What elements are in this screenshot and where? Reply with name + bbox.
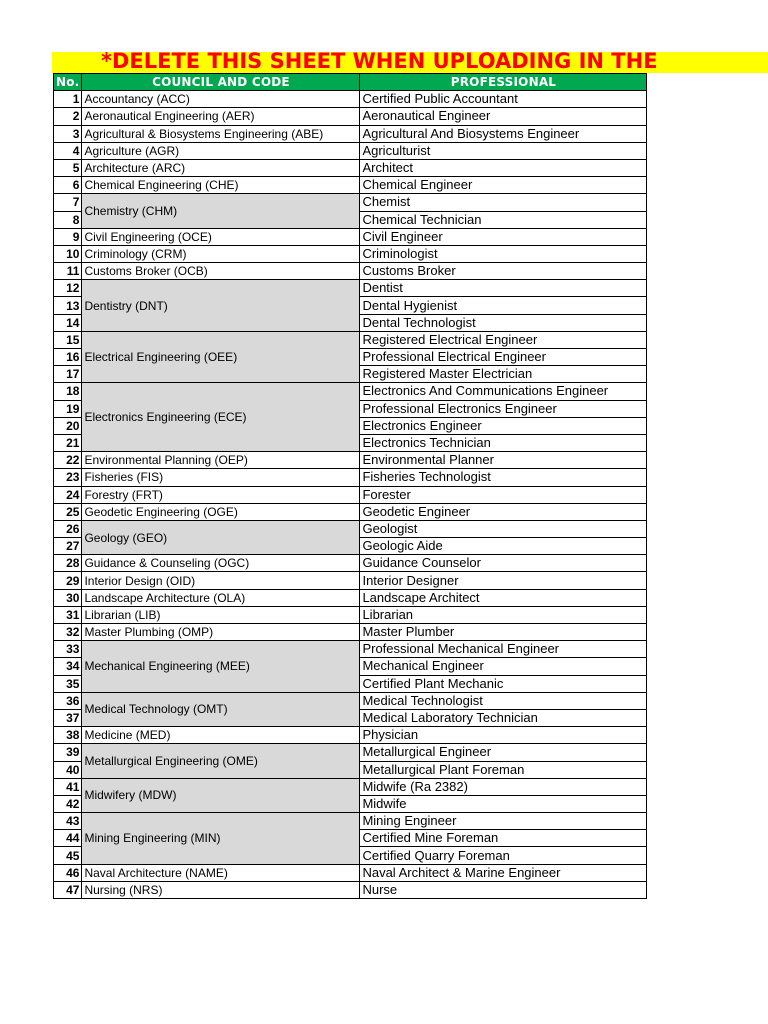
table-row: [54, 142, 647, 159]
row-number-cell[interactable]: 22: [54, 452, 82, 469]
row-number-cell[interactable]: 10: [54, 245, 82, 262]
council-code-cell[interactable]: Guidance & Counseling (OGC): [82, 555, 360, 572]
row-number-cell[interactable]: 45: [54, 847, 82, 864]
table-row: [54, 881, 647, 898]
council-code-cell[interactable]: Interior Design (OID): [82, 572, 360, 589]
row-number-cell[interactable]: 37: [54, 709, 82, 726]
professional-cell[interactable]: Naval Architect & Marine Engineer: [360, 864, 647, 881]
row-number-cell[interactable]: 5: [54, 159, 82, 176]
professional-cell[interactable]: Certified Plant Mechanic: [360, 675, 647, 692]
table-row: [54, 744, 647, 761]
header-row: [54, 74, 647, 91]
table-body: [54, 91, 647, 899]
row-number-cell[interactable]: 24: [54, 486, 82, 503]
professional-cell[interactable]: Geologist: [360, 520, 647, 537]
row-number-cell[interactable]: 27: [54, 538, 82, 555]
row-number-cell[interactable]: 29: [54, 572, 82, 589]
council-code-cell[interactable]: Dentistry (DNT): [82, 280, 360, 332]
row-number-cell[interactable]: 31: [54, 606, 82, 623]
row-number-cell[interactable]: 6: [54, 177, 82, 194]
row-number-cell[interactable]: 17: [54, 366, 82, 383]
column-header-professional[interactable]: PROFESSIONAL: [360, 74, 647, 91]
professional-cell[interactable]: Criminologist: [360, 245, 647, 262]
council-code-cell[interactable]: Medicine (MED): [82, 727, 360, 744]
professional-cell[interactable]: Mining Engineer: [360, 813, 647, 830]
council-code-cell[interactable]: Mining Engineering (MIN): [82, 813, 360, 865]
professional-cell[interactable]: Geodetic Engineer: [360, 503, 647, 520]
row-number-cell[interactable]: 43: [54, 813, 82, 830]
table-row: [54, 727, 647, 744]
table-row: [54, 194, 647, 211]
professional-cell[interactable]: Chemist: [360, 194, 647, 211]
row-number-cell[interactable]: 34: [54, 658, 82, 675]
council-code-cell[interactable]: Accountancy (ACC): [82, 91, 360, 108]
council-code-cell[interactable]: Forestry (FRT): [82, 486, 360, 503]
professional-cell[interactable]: Registered Electrical Engineer: [360, 331, 647, 348]
row-number-cell[interactable]: 36: [54, 692, 82, 709]
professional-cell[interactable]: Midwife (Ra 2382): [360, 778, 647, 795]
professional-cell[interactable]: Landscape Architect: [360, 589, 647, 606]
council-code-cell[interactable]: Midwifery (MDW): [82, 778, 360, 812]
council-code-cell[interactable]: Electronics Engineering (ECE): [82, 383, 360, 452]
table-row: [54, 177, 647, 194]
row-number-cell[interactable]: 12: [54, 280, 82, 297]
table-row: [54, 228, 647, 245]
row-number-cell[interactable]: 15: [54, 331, 82, 348]
row-number-cell[interactable]: 16: [54, 349, 82, 366]
professional-cell[interactable]: Electronics And Communications Engineer: [360, 383, 647, 400]
row-number-cell[interactable]: 11: [54, 263, 82, 280]
council-code-cell[interactable]: Librarian (LIB): [82, 606, 360, 623]
row-number-cell[interactable]: 13: [54, 297, 82, 314]
table-row: [54, 263, 647, 280]
professional-cell[interactable]: Aeronautical Engineer: [360, 108, 647, 125]
row-number-cell[interactable]: 40: [54, 761, 82, 778]
professional-cell[interactable]: Nurse: [360, 881, 647, 898]
council-code-cell[interactable]: Naval Architecture (NAME): [82, 864, 360, 881]
row-number-cell[interactable]: 44: [54, 830, 82, 847]
warning-banner: [52, 52, 768, 73]
table-row: [54, 864, 647, 881]
professional-cell[interactable]: Medical Technologist: [360, 692, 647, 709]
row-number-cell[interactable]: 3: [54, 125, 82, 142]
council-table: [53, 73, 647, 899]
table-row: [54, 778, 647, 795]
row-number-cell[interactable]: 25: [54, 503, 82, 520]
table-row: [54, 641, 647, 658]
table-row: [54, 572, 647, 589]
professional-cell[interactable]: Physician: [360, 727, 647, 744]
professional-cell[interactable]: Customs Broker: [360, 263, 647, 280]
column-header-no[interactable]: No.: [54, 74, 82, 91]
table-row: [54, 692, 647, 709]
council-code-cell[interactable]: Criminology (CRM): [82, 245, 360, 262]
professional-cell[interactable]: Librarian: [360, 606, 647, 623]
row-number-cell[interactable]: 47: [54, 881, 82, 898]
professional-cell[interactable]: Professional Electrical Engineer: [360, 349, 647, 366]
professional-cell[interactable]: Metallurgical Plant Foreman: [360, 761, 647, 778]
council-code-cell[interactable]: Landscape Architecture (OLA): [82, 589, 360, 606]
row-number-cell[interactable]: 35: [54, 675, 82, 692]
professional-cell[interactable]: Geologic Aide: [360, 538, 647, 555]
table-row: [54, 91, 647, 108]
council-code-cell[interactable]: Agricultural & Biosystems Engineering (ABE): [82, 125, 360, 142]
row-number-cell[interactable]: 30: [54, 589, 82, 606]
professional-cell[interactable]: Mechanical Engineer: [360, 658, 647, 675]
professional-cell[interactable]: Professional Mechanical Engineer: [360, 641, 647, 658]
row-number-cell[interactable]: 18: [54, 383, 82, 400]
council-code-cell[interactable]: Nursing (NRS): [82, 881, 360, 898]
row-number-cell[interactable]: 8: [54, 211, 82, 228]
council-code-cell[interactable]: Geodetic Engineering (OGE): [82, 503, 360, 520]
row-number-cell[interactable]: 19: [54, 400, 82, 417]
professional-cell[interactable]: Dentist: [360, 280, 647, 297]
table-row: [54, 606, 647, 623]
professional-cell[interactable]: Environmental Planner: [360, 452, 647, 469]
professional-cell[interactable]: Guidance Counselor: [360, 555, 647, 572]
council-code-cell[interactable]: Environmental Planning (OEP): [82, 452, 360, 469]
professional-cell[interactable]: Registered Master Electrician: [360, 366, 647, 383]
professional-cell[interactable]: Fisheries Technologist: [360, 469, 647, 486]
row-number-cell[interactable]: 23: [54, 469, 82, 486]
row-number-cell[interactable]: 39: [54, 744, 82, 761]
council-code-cell[interactable]: Agriculture (AGR): [82, 142, 360, 159]
column-header-council[interactable]: COUNCIL AND CODE: [82, 74, 360, 91]
council-code-cell[interactable]: Medical Technology (OMT): [82, 692, 360, 726]
professional-cell[interactable]: Midwife: [360, 795, 647, 812]
table-row: [54, 125, 647, 142]
professional-cell[interactable]: Certified Quarry Foreman: [360, 847, 647, 864]
table-row: [54, 555, 647, 572]
council-code-cell[interactable]: Metallurgical Engineering (OME): [82, 744, 360, 778]
professional-cell[interactable]: Certified Mine Foreman: [360, 830, 647, 847]
row-number-cell[interactable]: 1: [54, 91, 82, 108]
table-row: [54, 589, 647, 606]
council-code-cell[interactable]: Chemistry (CHM): [82, 194, 360, 228]
row-number-cell[interactable]: 4: [54, 142, 82, 159]
row-number-cell[interactable]: 21: [54, 434, 82, 451]
council-code-cell[interactable]: Civil Engineering (OCE): [82, 228, 360, 245]
row-number-cell[interactable]: 26: [54, 520, 82, 537]
professional-cell[interactable]: Chemical Technician: [360, 211, 647, 228]
council-code-cell[interactable]: Geology (GEO): [82, 520, 360, 554]
table-row: [54, 469, 647, 486]
professional-cell[interactable]: Forester: [360, 486, 647, 503]
table-row: [54, 245, 647, 262]
professional-cell[interactable]: Agricultural And Biosystems Engineer: [360, 125, 647, 142]
professional-cell[interactable]: Architect: [360, 159, 647, 176]
row-number-cell[interactable]: 20: [54, 417, 82, 434]
row-number-cell[interactable]: 41: [54, 778, 82, 795]
table-row: [54, 813, 647, 830]
table-row: [54, 108, 647, 125]
row-number-cell[interactable]: 2: [54, 108, 82, 125]
professional-cell[interactable]: Electronics Engineer: [360, 417, 647, 434]
professional-cell[interactable]: Civil Engineer: [360, 228, 647, 245]
row-number-cell[interactable]: 38: [54, 727, 82, 744]
row-number-cell[interactable]: 46: [54, 864, 82, 881]
table-row: [54, 503, 647, 520]
row-number-cell[interactable]: 7: [54, 194, 82, 211]
row-number-cell[interactable]: 28: [54, 555, 82, 572]
table-row: [54, 520, 647, 537]
professional-cell[interactable]: Dental Hygienist: [360, 297, 647, 314]
council-code-cell[interactable]: Fisheries (FIS): [82, 469, 360, 486]
council-code-cell[interactable]: Aeronautical Engineering (AER): [82, 108, 360, 125]
warning-banner-text: *DELETE THIS SHEET WHEN UPLOADING IN THE: [101, 52, 658, 73]
professional-cell[interactable]: Metallurgical Engineer: [360, 744, 647, 761]
professional-cell[interactable]: Dental Technologist: [360, 314, 647, 331]
council-code-cell[interactable]: Customs Broker (OCB): [82, 263, 360, 280]
professional-cell[interactable]: Chemical Engineer: [360, 177, 647, 194]
table-row: [54, 159, 647, 176]
table-row: [54, 452, 647, 469]
table-row: [54, 331, 647, 348]
professional-cell[interactable]: Interior Designer: [360, 572, 647, 589]
professional-cell[interactable]: Professional Electronics Engineer: [360, 400, 647, 417]
row-number-cell[interactable]: 9: [54, 228, 82, 245]
row-number-cell[interactable]: 14: [54, 314, 82, 331]
table-row: [54, 624, 647, 641]
professional-cell[interactable]: Electronics Technician: [360, 434, 647, 451]
council-code-cell[interactable]: Mechanical Engineering (MEE): [82, 641, 360, 693]
table-row: [54, 383, 647, 400]
professional-cell[interactable]: Certified Public Accountant: [360, 91, 647, 108]
row-number-cell[interactable]: 32: [54, 624, 82, 641]
professional-cell[interactable]: Medical Laboratory Technician: [360, 709, 647, 726]
row-number-cell[interactable]: 42: [54, 795, 82, 812]
professional-cell[interactable]: Master Plumber: [360, 624, 647, 641]
council-code-cell[interactable]: Master Plumbing (OMP): [82, 624, 360, 641]
professional-cell[interactable]: Agriculturist: [360, 142, 647, 159]
row-number-cell[interactable]: 33: [54, 641, 82, 658]
council-code-cell[interactable]: Architecture (ARC): [82, 159, 360, 176]
council-code-cell[interactable]: Chemical Engineering (CHE): [82, 177, 360, 194]
table-row: [54, 486, 647, 503]
table-row: [54, 280, 647, 297]
council-code-cell[interactable]: Electrical Engineering (OEE): [82, 331, 360, 383]
